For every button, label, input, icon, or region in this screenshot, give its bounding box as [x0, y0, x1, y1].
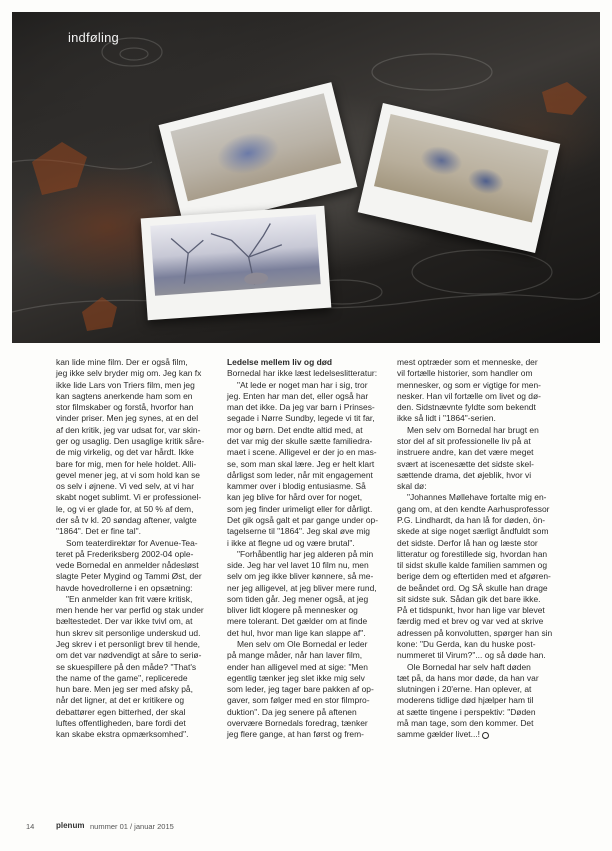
article-column-2	[227, 357, 391, 741]
quote-paragraph: "Forhåbentlig har jeg alderen på min side. Jeg har vel lavet 10 film nu, men selv om jeg ikke bliver kønnere, så me- ner jeg alligevel, at jeg bliver mere rund, som tiden går. Jeg mener også, at jeg bliver lidt klogere på mennesker og mere tolerant. Det gælder om at finde det hul, hvor man lige kan slappe af".	[227, 548, 377, 638]
article-column-3	[397, 357, 561, 741]
tree-illustration	[150, 214, 320, 295]
paragraph: Men selv om Bornedal har brugt en stor del af sit professionelle liv på at instruere andre, kan det være meget svært at iscenesætte det sidste skel- sættende drama, det øjeblik, hvor vi skal dø:	[397, 424, 539, 492]
paragraph: Men selv om Ole Bornedal er leder på mange måder, når han laver film, ender han alligevel med at sige: "Men egentlig tænker jeg slet ikke mig selv som leder, jeg tager bare pakken af op- gaver, som følger med en stor filmpro- duktion". Da jeg senere på aftenen overvære Bornedals foredrag, tænker jeg flere gange, at han først og frem-	[227, 639, 374, 740]
paragraph: mest optræder som et menneske, der vil fortælle historier, som handler om mennesker, og som er vigtige for men- nesker. Han vil fortælle om livet og dø- den. Sidstnævnte fyldte som bekendt ikke så lidt i "1864"-serien.	[397, 357, 541, 424]
quote-paragraph: "En anmelder kan frit være kritisk, men hende her var perfid og stak under bæltestedet. Der var ikke tvivl om, at hun skrev sit personlige underskud ud. Jeg skrev i et personligt brev til hende, om det var nødvendigt at såre to seriø- se skuespillere på den måde? "That's the name of the game", replicerede hun bare. Men jeg ser med afsky på, når det ligner, at det er kritikere og debattører egen bitterhed, der skal luftes offentligheden, bare fordi det kan skabe ekstra opmærksomhed".	[56, 593, 204, 740]
header-photo	[12, 12, 600, 343]
paragraph: Bornedal har ikke læst ledelseslitteratur:	[227, 368, 378, 379]
end-of-article-icon	[482, 732, 489, 739]
quote-paragraph: "At lede er noget man har i sig, tror jeg. Enten har man det, eller også har man det ikke. Da jeg var barn i Prinses- segade i Nørre Sundby, legede vi tit far, mor og børn. Det endte altid med, at det var mig der skulle sætte familiedra- maet i scene. Alligevel er der jo en mas- se, som man skal lære. Jeg er helt klart dårligst som leder, når mit engagement kammer over i blodig entusiasme. Så kan jeg blive for hård over for noget, som jeg finder urimeligt eller for dårligt. Det gik også galt et par gange under op- tagelserne til "1864". Jeg skal øve mig i ikke at flegne ud og være brutal".	[227, 379, 379, 548]
polaroid-photo	[141, 206, 332, 321]
magazine-name: plenum	[56, 821, 85, 830]
paragraph: Som teaterdirektør for Avenue-Tea- teret på Frederiksberg 2002-04 ople- vede Bornedal en anmelder nådesløst slagte Peter Mygind og Tammi Øst, der havde hovedrollerne i en opsætning:	[56, 537, 202, 593]
subheading: Ledelse mellem liv og død	[227, 357, 333, 367]
paragraph	[397, 662, 561, 741]
paragraph: kan lide mine film. Der er også film, jeg ikke selv bryder mig om. Jeg kan fx ikke lide Lars von Triers film, men jeg kan sagtens anerkende ham som en stor filmskaber og forstå, hvorfor han vinder priser. Men jeg synes, at en del af den kritik, jeg var udsat for, var skin- ger og usaglig. Den usaglige kritik såre- de mig virkelig, og det var hårdt. Ikke bare for mig, men for hele holdet. Alli- gevel mener jeg, at vi som hold kan se os selv i øjnene. Vi ved selv, at vi har skabt noget sublimt. Vi er professionel- le, og vi er glade for, at 50 % af dem, der så tv kl. 20 søndag aftener, valgte "1864". Det er fine tal".	[56, 357, 205, 537]
page-number: 14	[26, 822, 35, 831]
issue-info: nummer 01 / januar 2015	[90, 822, 174, 831]
section-label: indføling	[68, 30, 119, 45]
article-column-1	[56, 357, 220, 741]
paragraph-text: Ole Bornedal har selv haft døden tæt på, da hans mor døde, da han var slutningen i 20'erne. Han oplever, at moderens tidlige død hjælper ham til at sætte tingene i perspektiv: "Døden må man tage, som den kommer. Det samme gælder livet...!	[397, 661, 539, 740]
quote-paragraph: "Johannes Møllehave fortalte mig en- gang om, at den kendte Aarhusprofessor P.G. Lindhardt, da han lå for døden, ön- skede at sige noget særligt åndfuldt som det sidste. Derfor lå han og læste stor litteratur og forestillede sig, hvordan han til sidst skulle kalde familien sammen og berige dem og eftertiden med et afgøren- de beåndet ord. Og SÅ skulle han drage sit sidste suk. Sådan gik det bare ikke. På et tidspunkt, hvor han lige var blevet færdig med et brev og var ved at skrive adressen på konvolutten, spørger han sin kone: "Du Gerda, kan du huske post- nummeret til Virum?"... og så døde han.	[397, 492, 553, 661]
